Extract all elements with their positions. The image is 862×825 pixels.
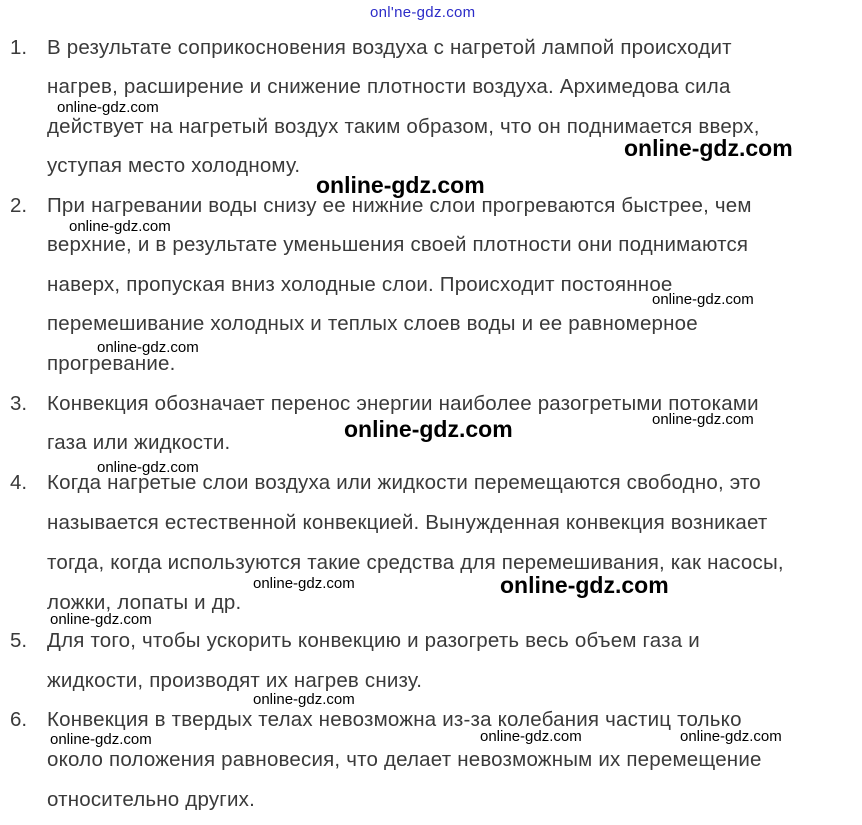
item-number: 1. <box>10 36 28 59</box>
watermark: online-gdz.com <box>652 291 754 308</box>
item-text-line: называется естественной конвекцией. Вынужденная конвекция возникает <box>47 511 768 534</box>
item-number: 5. <box>10 629 28 652</box>
item-number: 6. <box>10 708 28 731</box>
item-text-line: В результате соприкосновения воздуха с нагретой лампой происходит <box>47 36 732 59</box>
item-text-line: Когда нагретые слои воздуха или жидкости перемещаются свободно, это <box>47 471 761 494</box>
item-text-line: относительно других. <box>47 788 255 811</box>
item-text-line: около положения равновесия, что делает невозможным их перемещение <box>47 748 762 771</box>
item-text-line: действует на нагретый воздух таким образом, что он поднимается вверх, <box>47 115 760 138</box>
item-text-line: Конвекция обозначает перенос энергии наиболее разогретыми потоками <box>47 392 759 415</box>
item-text-line: прогревание. <box>47 352 176 375</box>
watermark: online-gdz.com <box>253 575 355 592</box>
item-text-line: уступая место холодному. <box>47 154 301 177</box>
watermark: online-gdz.com <box>97 339 199 356</box>
watermark: online-gdz.com <box>344 416 513 442</box>
item-text-line: нагрев, расширение и снижение плотности воздуха. Архимедова сила <box>47 75 731 98</box>
item-text-line: жидкости, производят их нагрев снизу. <box>47 669 423 692</box>
header-watermark: onl'ne-gdz.com <box>370 4 476 21</box>
watermark: online-gdz.com <box>624 135 793 161</box>
watermark: online-gdz.com <box>680 728 782 745</box>
item-text-line: тогда, когда используются такие средства для перемешивания, как насосы, <box>47 551 784 574</box>
item-text-line: Конвекция в твердых телах невозможна из-за колебания частиц только <box>47 708 742 731</box>
watermark: online-gdz.com <box>480 728 582 745</box>
watermark: online-gdz.com <box>500 572 669 598</box>
item-number: 3. <box>10 392 28 415</box>
watermark: online-gdz.com <box>652 411 754 428</box>
item-text-line: наверх, пропуская вниз холодные слои. Происходит постоянное <box>47 273 673 296</box>
item-text-line: Для того, чтобы ускорить конвекцию и разогреть весь объем газа и <box>47 629 700 652</box>
watermark: online-gdz.com <box>97 459 199 476</box>
watermark: online-gdz.com <box>50 731 152 748</box>
item-text-line: верхние, и в результате уменьшения своей плотности они поднимаются <box>47 233 749 256</box>
watermark: online-gdz.com <box>69 218 171 235</box>
item-text-line: газа или жидкости. <box>47 431 231 454</box>
item-number: 2. <box>10 194 28 217</box>
item-text-line: При нагревании воды снизу ее нижние слои прогреваются быстрее, чем <box>47 194 752 217</box>
item-text-line: перемешивание холодных и теплых слоев воды и ее равномерное <box>47 312 698 335</box>
watermark: online-gdz.com <box>253 691 355 708</box>
watermark: online-gdz.com <box>57 99 159 116</box>
item-text-line: ложки, лопаты и др. <box>47 591 242 614</box>
watermark: online-gdz.com <box>316 172 485 198</box>
watermark: online-gdz.com <box>50 611 152 628</box>
item-number: 4. <box>10 471 28 494</box>
